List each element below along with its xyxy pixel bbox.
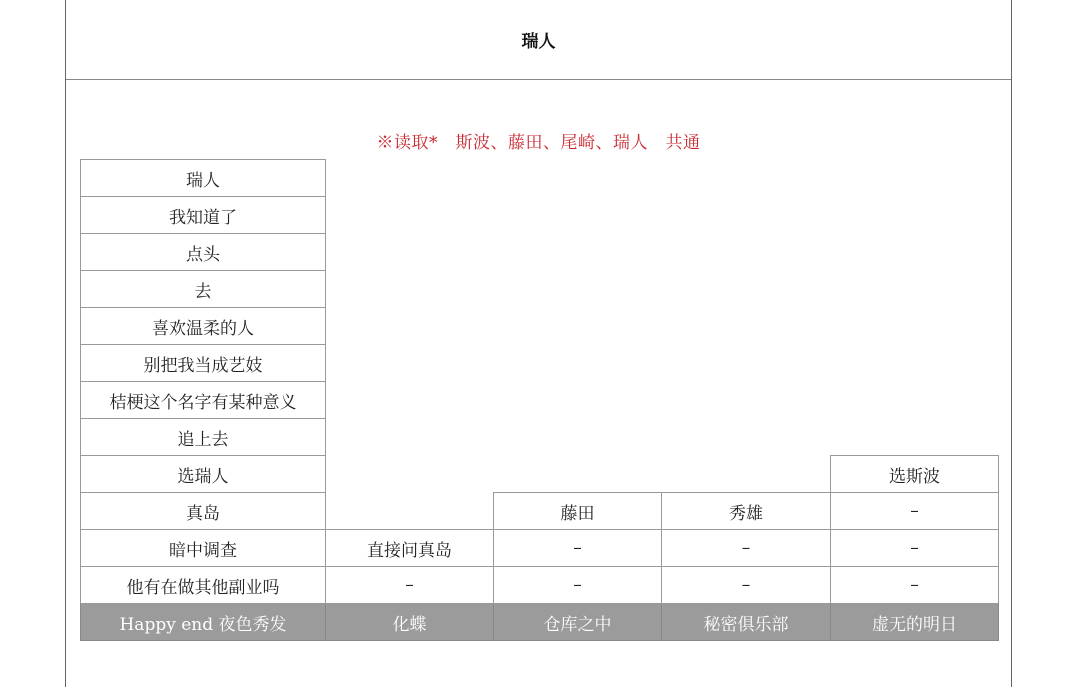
table-row (81, 308, 999, 345)
ending-cell: 化蝶 (326, 604, 494, 641)
choice-cell: 喜欢温柔的人 (81, 308, 326, 345)
table-row (81, 197, 999, 234)
choice-cell: 秀雄 (662, 493, 831, 530)
choice-cell: – (662, 567, 831, 604)
choice-cell: – (494, 567, 662, 604)
table-row (81, 456, 999, 493)
choice-cell: 去 (81, 271, 326, 308)
choice-cell: – (831, 493, 999, 530)
ending-cell: Happy end 夜色秀发 (81, 604, 326, 641)
choice-cell: 暗中调查 (81, 530, 326, 567)
table-row (81, 160, 999, 197)
choice-cell: 选斯波 (831, 456, 999, 493)
page-header (66, 0, 1011, 80)
choice-cell: 别把我当成艺妓 (81, 345, 326, 382)
choice-cell: 直接问真岛 (326, 530, 494, 567)
ending-cell: 虚无的明日 (831, 604, 999, 641)
table-row (81, 382, 999, 419)
choice-cell: 追上去 (81, 419, 326, 456)
choice-table (80, 159, 999, 641)
choice-cell: 他有在做其他副业吗 (81, 567, 326, 604)
endings-row (81, 604, 999, 641)
ending-cell: 秘密俱乐部 (662, 604, 831, 641)
page-title: 瑞人 (521, 32, 556, 52)
choice-cell: – (494, 530, 662, 567)
ending-cell: 仓库之中 (494, 604, 662, 641)
route-note: ※读取* 斯波、藤田、尾崎、瑞人 共通 (376, 133, 701, 153)
table-row (81, 345, 999, 382)
table-row (81, 419, 999, 456)
choice-cell: – (662, 530, 831, 567)
choice-cell: 桔梗这个名字有某种意义 (81, 382, 326, 419)
choice-cell: – (831, 530, 999, 567)
choice-cell: 真岛 (81, 493, 326, 530)
table-row (81, 530, 999, 567)
table-row (81, 234, 999, 271)
choice-cell: 瑞人 (81, 160, 326, 197)
table-row (81, 567, 999, 604)
choice-cell: 藤田 (494, 493, 662, 530)
table-row (81, 271, 999, 308)
choice-cell: 我知道了 (81, 197, 326, 234)
choice-cell: – (831, 567, 999, 604)
choice-cell: 选瑞人 (81, 456, 326, 493)
choice-cell: 点头 (81, 234, 326, 271)
choice-cell: – (326, 567, 494, 604)
table-row (81, 493, 999, 530)
